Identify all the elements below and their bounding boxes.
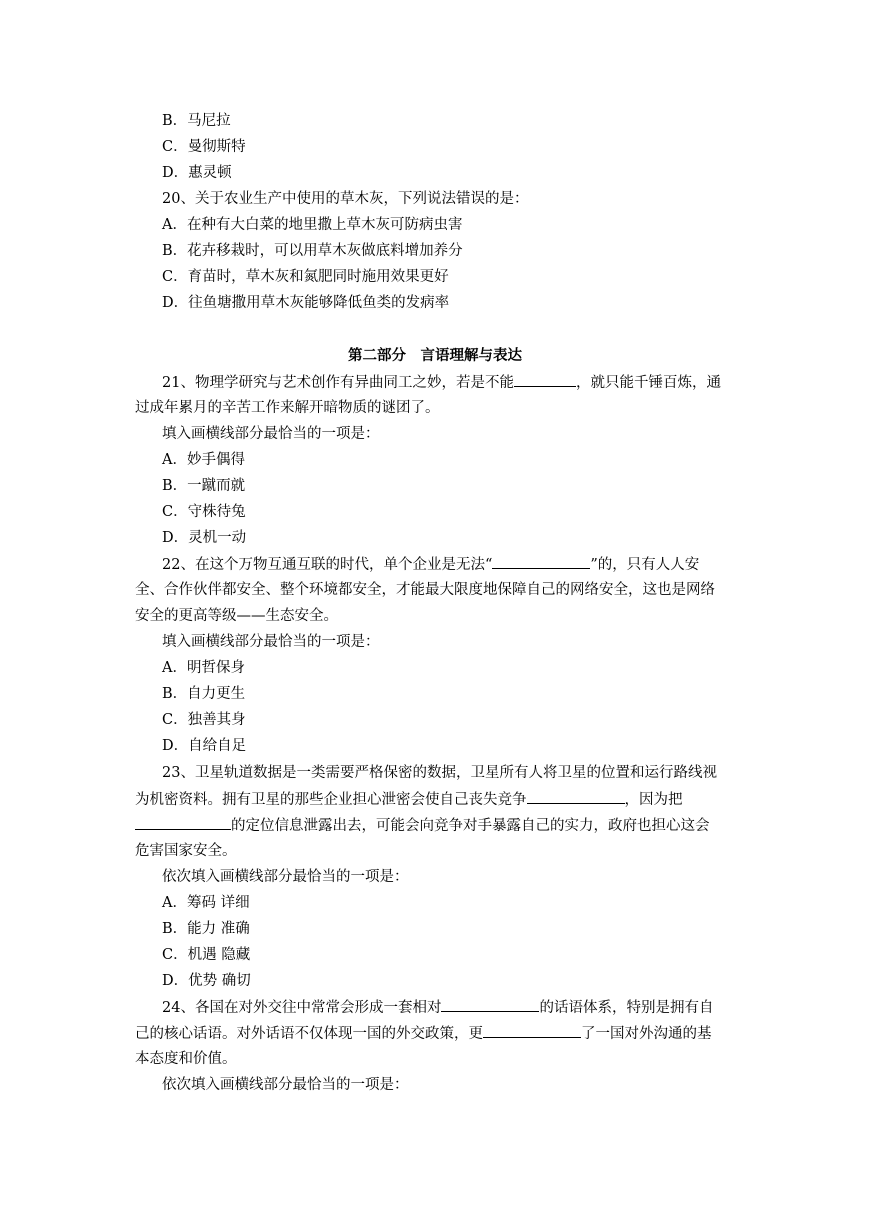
q20-option-d: D．往鱼塘撒用草木灰能够降低鱼类的发病率 xyxy=(162,295,450,311)
q20-option-a: A．在种有大白菜的地里撒上草木灰可防病虫害 xyxy=(162,217,463,233)
q22-option-b: B．自力更生 xyxy=(162,686,246,702)
q24-text-c: 己的核心话语。对外话语不仅体现一国的外交政策，更 xyxy=(135,1026,483,1042)
fill-blank xyxy=(514,372,576,387)
q23-stem-line1: 23、卫星轨道数据是一类需要严格保密的数据，卫星所有人将卫星的位置和运行路线视 xyxy=(162,765,717,781)
q22-text-a: 22、在这个万物互通互联的时代，单个企业是无法“ xyxy=(162,557,493,573)
fill-blank xyxy=(441,997,539,1012)
q22-stem-line3: 安全的更高等级——生态安全。 xyxy=(135,608,338,624)
q21-stem-line2: 过成年累月的辛苦工作来解开暗物质的谜团了。 xyxy=(135,400,440,416)
fill-blank xyxy=(492,554,590,569)
q24-text-d: 了一国对外沟通的基 xyxy=(581,1026,712,1042)
q20-option-b: B．花卉移栽时，可以用草木灰做底料增加养分 xyxy=(162,243,463,259)
q23-option-c: C．机遇 隐藏 xyxy=(162,947,251,963)
q21-option-d: D．灵机一动 xyxy=(162,530,247,546)
q24-stem-line1 xyxy=(162,997,713,1018)
q23-stem-line2 xyxy=(135,789,683,810)
q24-text-a: 24、各国在对外交往中常常会形成一套相对 xyxy=(162,1000,442,1016)
q23-stem-line3 xyxy=(135,815,710,836)
q21-option-c: C．守株待兔 xyxy=(162,504,246,520)
q23-text-b: ，因为把 xyxy=(624,792,683,808)
q22-text-b: ”的，只有人人安 xyxy=(590,557,700,573)
q22-stem-line2: 全、合作伙伴都安全、整个环境都安全，才能最大限度地保障自己的网络安全，这也是网络 xyxy=(135,582,715,598)
q23-option-d: D．优势 确切 xyxy=(162,973,251,989)
q20-option-c: C．育苗时，草木灰和氮肥同时施用效果更好 xyxy=(162,269,449,285)
q24-text-b: 的话语体系，特别是拥有自 xyxy=(539,1000,714,1016)
q21-text-a: 21、物理学研究与艺术创作有异曲同工之妙，若是不能 xyxy=(162,375,514,391)
fill-blank xyxy=(527,789,625,804)
q23-text-c: 的定位信息泄露出去，可能会向竞争对手暴露自己的实力，政府也担心这会 xyxy=(231,818,710,834)
q23-option-a: A．筹码 详细 xyxy=(162,895,250,911)
q23-stem-line4: 危害国家安全。 xyxy=(135,843,237,859)
q22-option-c: C．独善其身 xyxy=(162,712,246,728)
q21-prompt: 填入画横线部分最恰当的一项是： xyxy=(162,426,380,442)
q24-stem-line3: 本态度和价值。 xyxy=(135,1051,237,1067)
q24-prompt: 依次填入画横线部分最恰当的一项是： xyxy=(162,1077,409,1093)
q20-stem: 20、关于农业生产中使用的草木灰，下列说法错误的是： xyxy=(162,191,529,207)
fill-blank xyxy=(483,1023,581,1038)
q23-prompt: 依次填入画横线部分最恰当的一项是： xyxy=(162,869,409,885)
q19-option-d: D．惠灵顿 xyxy=(162,165,232,181)
q22-stem-line1 xyxy=(162,554,699,575)
q23-option-b: B．能力 准确 xyxy=(162,921,250,937)
q22-option-d: D．自给自足 xyxy=(162,738,247,754)
q22-option-a: A．明哲保身 xyxy=(162,660,245,676)
q23-text-a: 为机密资料。拥有卫星的那些企业担心泄密会使自己丧失竞争 xyxy=(135,792,527,808)
q24-stem-line2 xyxy=(135,1023,712,1044)
q22-prompt: 填入画横线部分最恰当的一项是： xyxy=(162,634,380,650)
q19-option-b: B．马尼拉 xyxy=(162,113,231,129)
section-title: 第二部分 言语理解与表达 xyxy=(348,347,522,364)
q19-option-c: C．曼彻斯特 xyxy=(162,139,246,155)
q21-stem-line1 xyxy=(162,372,721,393)
fill-blank xyxy=(135,815,231,830)
q21-option-b: B．一蹴而就 xyxy=(162,478,246,494)
q21-text-b: ，就只能千锤百炼，通 xyxy=(575,375,721,391)
q21-option-a: A．妙手偶得 xyxy=(162,452,245,468)
